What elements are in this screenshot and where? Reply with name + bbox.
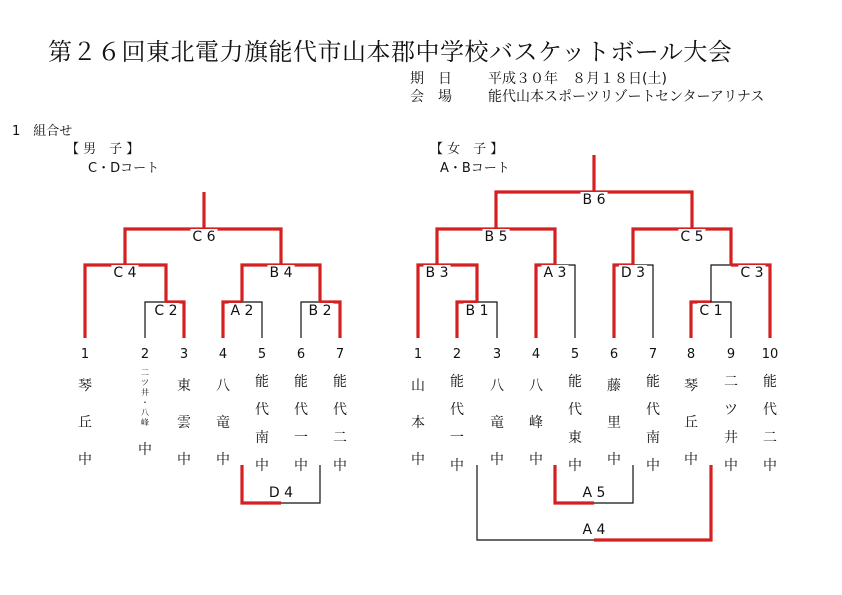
girls-match-a4: A 4 [582,522,606,538]
date-label: 期 日 [410,71,452,87]
girls-team-number: 9 [726,347,736,362]
boys-team-name: 能 代 一 中 [294,374,308,474]
girls-team-name: 能 代 南 中 [646,374,660,474]
boys-header: 【 男 子 】 [66,142,140,157]
girls-team-number: 10 [761,347,779,362]
girls-match-d3: D 3 [620,265,646,281]
boys-team-number: 5 [257,347,267,362]
boys-match-a2: A 2 [230,303,254,319]
girls-team-number: 5 [570,347,580,362]
girls-team-name: 琴 丘 中 [684,378,698,468]
girls-team-number: 2 [452,347,462,362]
girls-line-b5-up [496,192,594,229]
boys-team-number: 2 [140,347,150,362]
girls-team-name: 能 代 二 中 [763,374,777,474]
girls-match-b5: B 5 [484,229,508,245]
girls-match-c1: C 1 [699,303,723,319]
girls-team-number: 8 [686,347,696,362]
girls-team-name: 藤 里 中 [607,378,621,468]
girls-header: 【 女 子 】 [430,142,504,157]
girls-match-a3: A 3 [543,265,567,281]
boys-match-b2: B 2 [308,303,332,319]
boys-match-b4: B 4 [269,265,293,281]
girls-match-b6: B 6 [582,192,606,208]
page-title: 第２６回東北電力旗能代市山本郡中学校バスケットボール大会 [48,38,733,66]
girls-match-b3: B 3 [425,265,449,281]
boys-team-number: 6 [296,347,306,362]
boys-team-number: 7 [335,347,345,362]
venue-value: 能代山本スポーツリゾートセンターアリナス [488,89,765,105]
girls-team-number: 3 [492,347,502,362]
girls-team-name: 二 ツ 井 中 [724,374,738,474]
boys-match-c2: C 2 [154,303,178,319]
girls-court: A・Bコート [440,161,510,176]
girls-match-c3: C 3 [740,265,764,281]
girls-match-a5: A 5 [582,485,606,501]
girls-match-c5: C 5 [680,229,704,245]
girls-line-c5-up [594,192,692,229]
boys-team-number: 4 [218,347,228,362]
girls-team-name: 能 代 東 中 [568,374,582,474]
boys-team-name: 東 雲 中 [177,378,191,468]
girls-team-name: 八 竜 中 [490,378,504,468]
girls-team-number: 1 [413,347,423,362]
boys-court: C・Dコート [88,161,160,176]
girls-team-number: 7 [648,347,658,362]
boys-team-name: 二 ツ 井 ・ 八 峰 中 [138,368,152,458]
girls-line-c1-up [711,265,731,302]
girls-team-number: 6 [609,347,619,362]
boys-team-name: 能 代 二 中 [333,374,347,474]
girls-team-name: 能 代 一 中 [450,374,464,474]
girls-team-number: 4 [531,347,541,362]
girls-team-name: 八 峰 中 [529,378,543,468]
venue-label: 会 場 [410,89,452,105]
boys-match-c4: C 4 [113,265,137,281]
boys-team-name: 琴 丘 中 [78,378,92,468]
girls-team-name: 山 本 中 [411,378,425,468]
boys-team-name: 能 代 南 中 [255,374,269,474]
girls-match-b1: B 1 [465,303,489,319]
boys-match-d4: D 4 [268,485,294,501]
boys-team-name: 八 竜 中 [216,378,230,468]
boys-team-number: 1 [80,347,90,362]
boys-team-number: 3 [179,347,189,362]
date-value: 平成３０年 ８月１８日(土) [488,71,667,87]
boys-match-c6: C 6 [192,229,216,245]
section-heading: 1 組合せ [12,124,73,139]
